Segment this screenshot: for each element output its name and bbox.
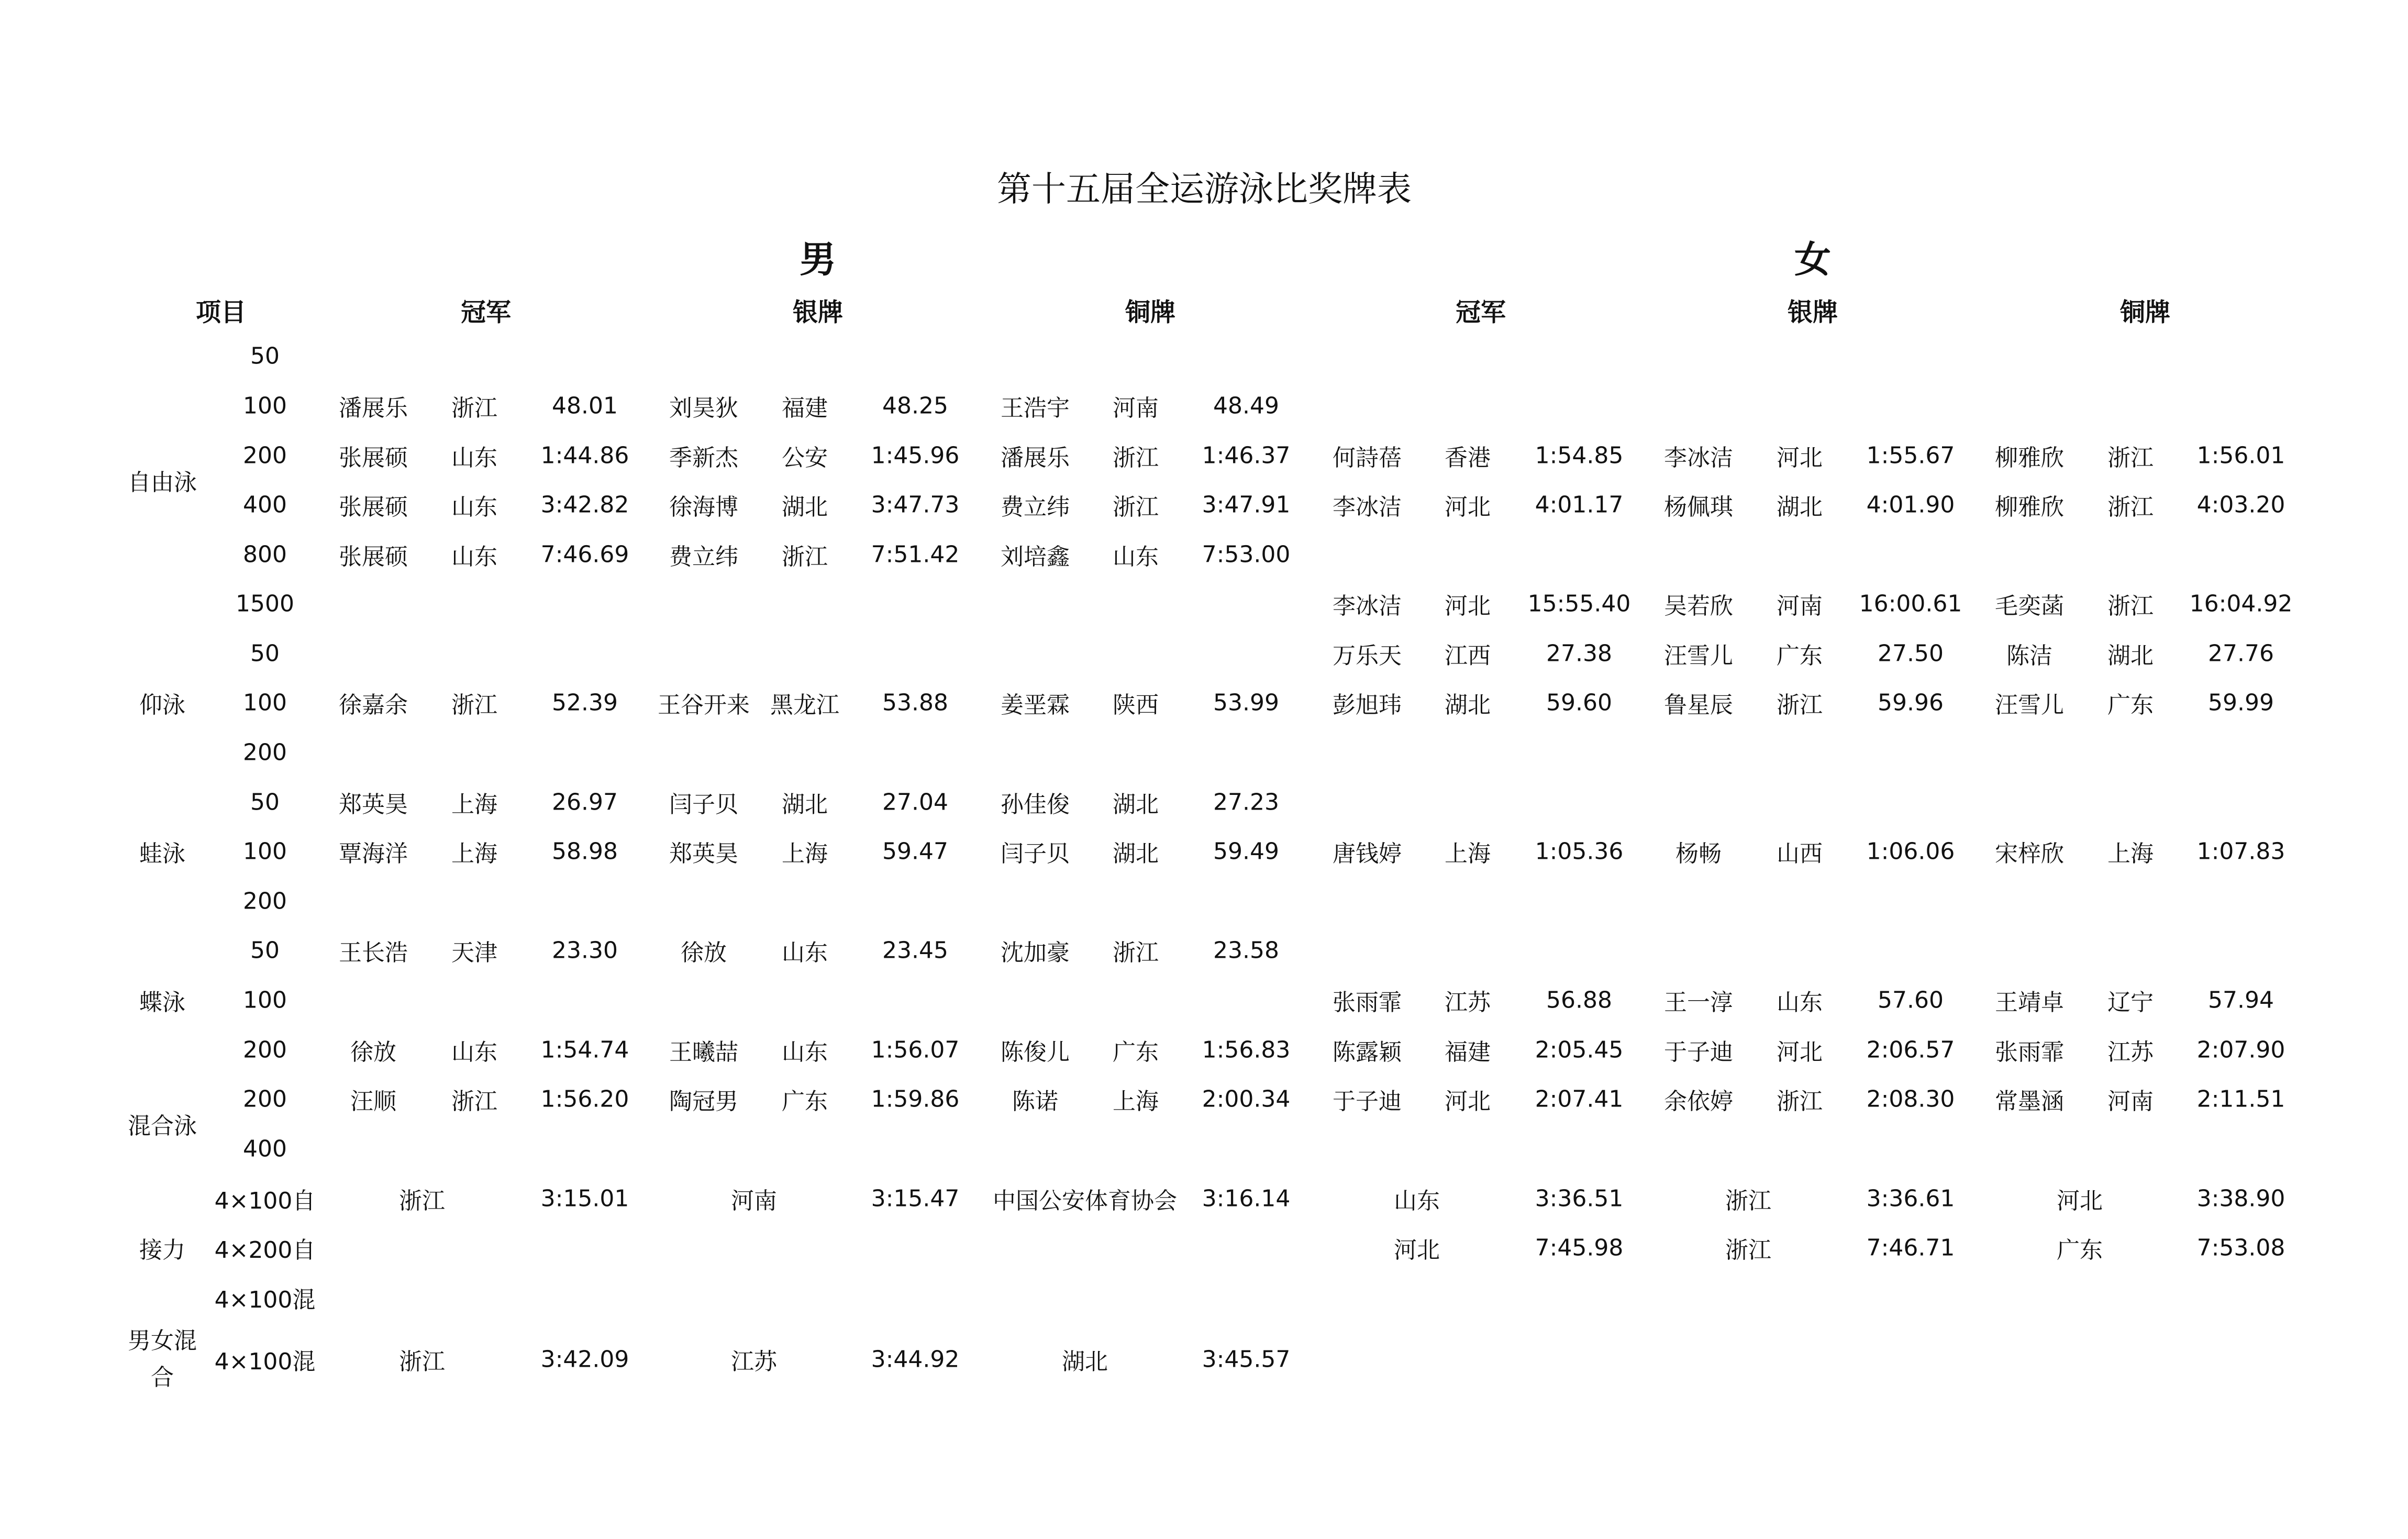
women-result-cell: 江西 <box>1445 643 1491 669</box>
men-result-cell: 潘展乐 <box>1001 445 1070 471</box>
women-relay-cell: 广东 <box>2057 1237 2103 1264</box>
event-distance: 1500 <box>236 590 294 617</box>
women-relay-cell: 3:36.51 <box>1535 1185 1624 1212</box>
men-relay-cell: 3:15.47 <box>871 1185 960 1212</box>
women-result-cell: 柳雅欣 <box>1995 445 2064 471</box>
men-result-cell: 3:47.91 <box>1202 491 1291 518</box>
men-relay-cell: 浙江 <box>399 1188 445 1214</box>
header-event: 项目 <box>195 297 247 327</box>
men-result-cell: 58.98 <box>552 838 618 865</box>
men-result-cell: 48.49 <box>1213 392 1279 419</box>
men-result-cell: 福建 <box>782 395 828 422</box>
women-result-cell: 湖北 <box>2107 643 2154 669</box>
women-result-cell: 河南 <box>2107 1088 2154 1115</box>
women-result-cell: 吴若欣 <box>1664 593 1733 619</box>
event-distance: 200 <box>243 1036 287 1064</box>
event-category: 混合泳 <box>128 1113 197 1139</box>
men-result-cell: 张展硕 <box>339 544 408 570</box>
men-result-cell: 1:59.86 <box>871 1086 960 1113</box>
women-result-cell: 浙江 <box>2107 494 2154 521</box>
women-result-cell: 浙江 <box>1777 692 1823 718</box>
men-result-cell: 26.97 <box>552 789 618 816</box>
event-distance: 50 <box>250 640 280 667</box>
men-result-cell: 山东 <box>782 1039 828 1066</box>
women-result-cell: 福建 <box>1445 1039 1491 1066</box>
men-result-cell: 潘展乐 <box>339 395 408 422</box>
men-result-cell: 浙江 <box>451 395 497 422</box>
event-category: 蛙泳 <box>139 840 185 867</box>
women-result-cell: 2:08.30 <box>1866 1086 1955 1113</box>
event-distance: 200 <box>243 442 287 469</box>
event-distance: 4×200自 <box>214 1237 316 1264</box>
men-result-cell: 闫子贝 <box>669 791 738 818</box>
women-result-cell: 2:05.45 <box>1535 1036 1624 1064</box>
men-result-cell: 27.23 <box>1213 789 1279 816</box>
men-relay-cell: 河南 <box>731 1188 777 1214</box>
event-distance: 50 <box>250 789 280 816</box>
event-distance: 400 <box>243 1135 287 1162</box>
men-section-label: 男 <box>800 238 836 281</box>
women-result-cell: 16:04.92 <box>2189 590 2293 617</box>
event-distance: 200 <box>243 888 287 915</box>
women-relay-cell: 河北 <box>2057 1188 2103 1214</box>
men-result-cell: 费立纬 <box>669 544 738 570</box>
women-result-cell: 杨佩琪 <box>1664 494 1733 521</box>
men-result-cell: 浙江 <box>451 1088 497 1115</box>
men-relay-cell: 中国公安体育协会 <box>993 1188 1177 1214</box>
women-result-cell: 湖北 <box>1777 494 1823 521</box>
women-result-cell: 59.99 <box>2208 689 2274 716</box>
men-result-cell: 徐海博 <box>669 494 738 521</box>
women-result-cell: 浙江 <box>2107 593 2154 619</box>
event-distance: 400 <box>243 491 287 518</box>
women-result-cell: 广东 <box>1777 643 1823 669</box>
event-category: 接力 <box>139 1237 185 1264</box>
men-result-cell: 1:56.20 <box>540 1086 629 1113</box>
women-result-cell: 杨畅 <box>1675 840 1722 867</box>
event-distance: 50 <box>250 342 280 370</box>
women-result-cell: 张雨霏 <box>1995 1039 2064 1066</box>
women-result-cell: 2:07.90 <box>2196 1036 2285 1064</box>
men-relay-cell: 湖北 <box>1062 1348 1108 1375</box>
men-result-cell: 1:54.74 <box>540 1036 629 1064</box>
women-relay-cell: 7:46.71 <box>1866 1234 1955 1261</box>
header-women-gold: 冠军 <box>1455 297 1506 327</box>
men-result-cell: 3:47.73 <box>871 491 960 518</box>
women-result-cell: 1:56.01 <box>2196 442 2285 469</box>
women-relay-cell: 7:53.08 <box>2196 1234 2285 1261</box>
women-result-cell: 1:05.36 <box>1535 838 1624 865</box>
men-result-cell: 山东 <box>451 445 497 471</box>
women-result-cell: 河北 <box>1777 445 1823 471</box>
men-result-cell: 郑英昊 <box>339 791 408 818</box>
men-result-cell: 徐放 <box>350 1039 396 1066</box>
men-result-cell: 1:56.07 <box>871 1036 960 1064</box>
men-relay-cell: 江苏 <box>731 1348 777 1375</box>
event-distance: 100 <box>243 689 287 716</box>
event-distance: 4×100自 <box>214 1188 316 1214</box>
women-result-cell: 河南 <box>1777 593 1823 619</box>
event-distance: 800 <box>243 541 287 568</box>
women-result-cell: 江苏 <box>1445 989 1491 1016</box>
men-relay-cell: 3:42.09 <box>540 1346 629 1373</box>
men-result-cell: 52.39 <box>552 689 618 716</box>
event-distance: 200 <box>243 1086 287 1113</box>
men-result-cell: 53.99 <box>1213 689 1279 716</box>
men-result-cell: 上海 <box>782 840 828 867</box>
men-result-cell: 2:00.34 <box>1202 1086 1291 1113</box>
men-result-cell: 48.01 <box>552 392 618 419</box>
header-women-bronze: 铜牌 <box>2120 297 2171 327</box>
women-result-cell: 陈洁 <box>2006 643 2052 669</box>
men-relay-cell: 3:44.92 <box>871 1346 960 1373</box>
men-result-cell: 48.25 <box>882 392 948 419</box>
women-result-cell: 河北 <box>1445 1088 1491 1115</box>
men-result-cell: 孙佳俊 <box>1001 791 1070 818</box>
women-result-cell: 李冰洁 <box>1664 445 1733 471</box>
women-result-cell: 万乐天 <box>1333 643 1402 669</box>
men-result-cell: 郑英昊 <box>669 840 738 867</box>
men-result-cell: 天津 <box>451 939 497 966</box>
women-relay-cell: 浙江 <box>1725 1188 1771 1214</box>
women-result-cell: 鲁星辰 <box>1664 692 1733 718</box>
women-result-cell: 香港 <box>1445 445 1491 471</box>
women-result-cell: 16:00.61 <box>1859 590 1962 617</box>
women-result-cell: 何詩蓓 <box>1333 445 1402 471</box>
women-relay-cell: 浙江 <box>1725 1237 1771 1264</box>
men-result-cell: 湖北 <box>782 494 828 521</box>
men-result-cell: 上海 <box>451 840 497 867</box>
men-result-cell: 徐放 <box>681 939 727 966</box>
men-result-cell: 王长浩 <box>339 939 408 966</box>
men-result-cell: 广东 <box>1113 1039 1159 1066</box>
women-relay-cell: 山东 <box>1394 1188 1440 1214</box>
women-result-cell: 59.60 <box>1546 689 1612 716</box>
women-result-cell: 1:07.83 <box>2196 838 2285 865</box>
men-result-cell: 张展硕 <box>339 494 408 521</box>
men-relay-cell: 3:45.57 <box>1202 1346 1291 1373</box>
women-result-cell: 4:01.17 <box>1535 491 1624 518</box>
men-result-cell: 浙江 <box>1113 939 1159 966</box>
men-result-cell: 陕西 <box>1113 692 1159 718</box>
men-result-cell: 59.49 <box>1213 838 1279 865</box>
women-result-cell: 1:54.85 <box>1535 442 1624 469</box>
women-result-cell: 27.50 <box>1878 640 1944 667</box>
women-result-cell: 彭旭玮 <box>1333 692 1402 718</box>
men-result-cell: 浙江 <box>1113 494 1159 521</box>
women-result-cell: 湖北 <box>1445 692 1491 718</box>
men-result-cell: 公安 <box>782 445 828 471</box>
women-result-cell: 上海 <box>2107 840 2154 867</box>
women-result-cell: 于子迪 <box>1333 1088 1402 1115</box>
event-distance: 100 <box>243 987 287 1014</box>
men-result-cell: 7:51.42 <box>871 541 960 568</box>
women-result-cell: 李冰洁 <box>1333 494 1402 521</box>
women-result-cell: 2:11.51 <box>2196 1086 2285 1113</box>
women-relay-cell: 3:36.61 <box>1866 1185 1955 1212</box>
women-result-cell: 辽宁 <box>2107 989 2154 1016</box>
men-result-cell: 陶冠男 <box>669 1088 738 1115</box>
women-result-cell: 王一淳 <box>1664 989 1733 1016</box>
men-relay-cell: 3:15.01 <box>540 1185 629 1212</box>
men-result-cell: 张展硕 <box>339 445 408 471</box>
men-result-cell: 姜垩霖 <box>1001 692 1070 718</box>
women-result-cell: 27.38 <box>1546 640 1612 667</box>
header-women-silver: 银牌 <box>1787 297 1838 327</box>
men-result-cell: 河南 <box>1113 395 1159 422</box>
men-result-cell: 3:42.82 <box>540 491 629 518</box>
women-result-cell: 浙江 <box>2107 445 2154 471</box>
women-result-cell: 浙江 <box>1777 1088 1823 1115</box>
men-result-cell: 湖北 <box>782 791 828 818</box>
men-result-cell: 上海 <box>1113 1088 1159 1115</box>
event-distance: 200 <box>243 739 287 766</box>
men-result-cell: 湖北 <box>1113 840 1159 867</box>
women-result-cell: 毛奕菡 <box>1995 593 2064 619</box>
women-result-cell: 59.96 <box>1878 689 1944 716</box>
women-result-cell: 1:06.06 <box>1866 838 1955 865</box>
women-result-cell: 河北 <box>1445 593 1491 619</box>
women-result-cell: 李冰洁 <box>1333 593 1402 619</box>
women-result-cell: 于子迪 <box>1664 1039 1733 1066</box>
women-result-cell: 15:55.40 <box>1527 590 1631 617</box>
men-relay-cell: 浙江 <box>399 1348 445 1375</box>
men-result-cell: 1:44.86 <box>540 442 629 469</box>
men-result-cell: 沈加豪 <box>1001 939 1070 966</box>
women-result-cell: 余依婷 <box>1664 1088 1733 1115</box>
men-result-cell: 山东 <box>782 939 828 966</box>
men-result-cell: 覃海洋 <box>339 840 408 867</box>
men-result-cell: 7:46.69 <box>540 541 629 568</box>
men-result-cell: 王曦喆 <box>669 1039 738 1066</box>
men-result-cell: 汪顺 <box>350 1088 396 1115</box>
men-result-cell: 59.47 <box>882 838 948 865</box>
event-category: 蝶泳 <box>139 989 185 1016</box>
men-result-cell: 1:45.96 <box>871 442 960 469</box>
men-result-cell: 闫子贝 <box>1001 840 1070 867</box>
women-result-cell: 56.88 <box>1546 987 1612 1014</box>
header-men-gold: 冠军 <box>460 297 512 327</box>
men-result-cell: 53.88 <box>882 689 948 716</box>
event-category: 仰泳 <box>139 692 185 718</box>
men-result-cell: 王谷开来 <box>658 692 750 718</box>
header-men-silver: 银牌 <box>792 297 844 327</box>
men-result-cell: 山东 <box>451 494 497 521</box>
women-result-cell: 柳雅欣 <box>1995 494 2064 521</box>
women-result-cell: 2:07.41 <box>1535 1086 1624 1113</box>
women-result-cell: 宋梓欣 <box>1995 840 2064 867</box>
men-result-cell: 陈俊儿 <box>1001 1039 1070 1066</box>
men-result-cell: 7:53.00 <box>1202 541 1291 568</box>
women-relay-cell: 3:38.90 <box>2196 1185 2285 1212</box>
men-result-cell: 浙江 <box>782 544 828 570</box>
women-result-cell: 4:01.90 <box>1866 491 1955 518</box>
men-result-cell: 1:56.83 <box>1202 1036 1291 1064</box>
men-result-cell: 浙江 <box>451 692 497 718</box>
men-result-cell: 季新杰 <box>669 445 738 471</box>
men-result-cell: 湖北 <box>1113 791 1159 818</box>
women-result-cell: 山西 <box>1777 840 1823 867</box>
women-result-cell: 汪雪儿 <box>1995 692 2064 718</box>
men-relay-cell: 3:16.14 <box>1202 1185 1291 1212</box>
men-result-cell: 黑龙江 <box>770 692 839 718</box>
women-relay-cell: 河北 <box>1394 1237 1440 1264</box>
men-result-cell: 刘昊狄 <box>669 395 738 422</box>
women-section-label: 女 <box>1794 238 1831 281</box>
women-result-cell: 张雨霏 <box>1333 989 1402 1016</box>
men-result-cell: 山东 <box>451 544 497 570</box>
event-distance: 4×100混 <box>214 1287 316 1313</box>
women-result-cell: 唐钱婷 <box>1333 840 1402 867</box>
women-result-cell: 57.60 <box>1878 987 1944 1014</box>
men-result-cell: 23.58 <box>1213 937 1279 964</box>
men-result-cell: 刘培鑫 <box>1001 544 1070 570</box>
page-title: 第十五届全运游泳比奖牌表 <box>997 169 1412 209</box>
men-result-cell: 广东 <box>782 1088 828 1115</box>
event-distance: 100 <box>243 392 287 419</box>
women-result-cell: 汪雪儿 <box>1664 643 1733 669</box>
women-result-cell: 上海 <box>1445 840 1491 867</box>
header-men-bronze: 铜牌 <box>1125 297 1176 327</box>
event-category: 男女混合 <box>128 1327 197 1391</box>
women-result-cell: 王靖卓 <box>1995 989 2064 1016</box>
women-relay-cell: 7:45.98 <box>1535 1234 1624 1261</box>
women-result-cell: 陈露颖 <box>1333 1039 1402 1066</box>
women-result-cell: 27.76 <box>2208 640 2274 667</box>
event-category: 自由泳 <box>128 469 197 496</box>
women-result-cell: 广东 <box>2107 692 2154 718</box>
men-result-cell: 上海 <box>451 791 497 818</box>
women-result-cell: 江苏 <box>2107 1039 2154 1066</box>
women-result-cell: 2:06.57 <box>1866 1036 1955 1064</box>
men-result-cell: 费立纬 <box>1001 494 1070 521</box>
event-distance: 4×100混 <box>214 1348 316 1375</box>
women-result-cell: 57.94 <box>2208 987 2274 1014</box>
men-result-cell: 陈诺 <box>1012 1088 1058 1115</box>
men-result-cell: 山东 <box>451 1039 497 1066</box>
men-result-cell: 27.04 <box>882 789 948 816</box>
men-result-cell: 王浩宇 <box>1001 395 1070 422</box>
men-result-cell: 山东 <box>1113 544 1159 570</box>
event-distance: 50 <box>250 937 280 964</box>
men-result-cell: 徐嘉余 <box>339 692 408 718</box>
men-result-cell: 1:46.37 <box>1202 442 1291 469</box>
women-result-cell: 1:55.67 <box>1866 442 1955 469</box>
women-result-cell: 山东 <box>1777 989 1823 1016</box>
women-result-cell: 河北 <box>1445 494 1491 521</box>
women-result-cell: 常墨涵 <box>1995 1088 2064 1115</box>
men-result-cell: 23.45 <box>882 937 948 964</box>
men-result-cell: 浙江 <box>1113 445 1159 471</box>
women-result-cell: 4:03.20 <box>2196 491 2285 518</box>
event-distance: 100 <box>243 838 287 865</box>
women-result-cell: 河北 <box>1777 1039 1823 1066</box>
men-result-cell: 23.30 <box>552 937 618 964</box>
